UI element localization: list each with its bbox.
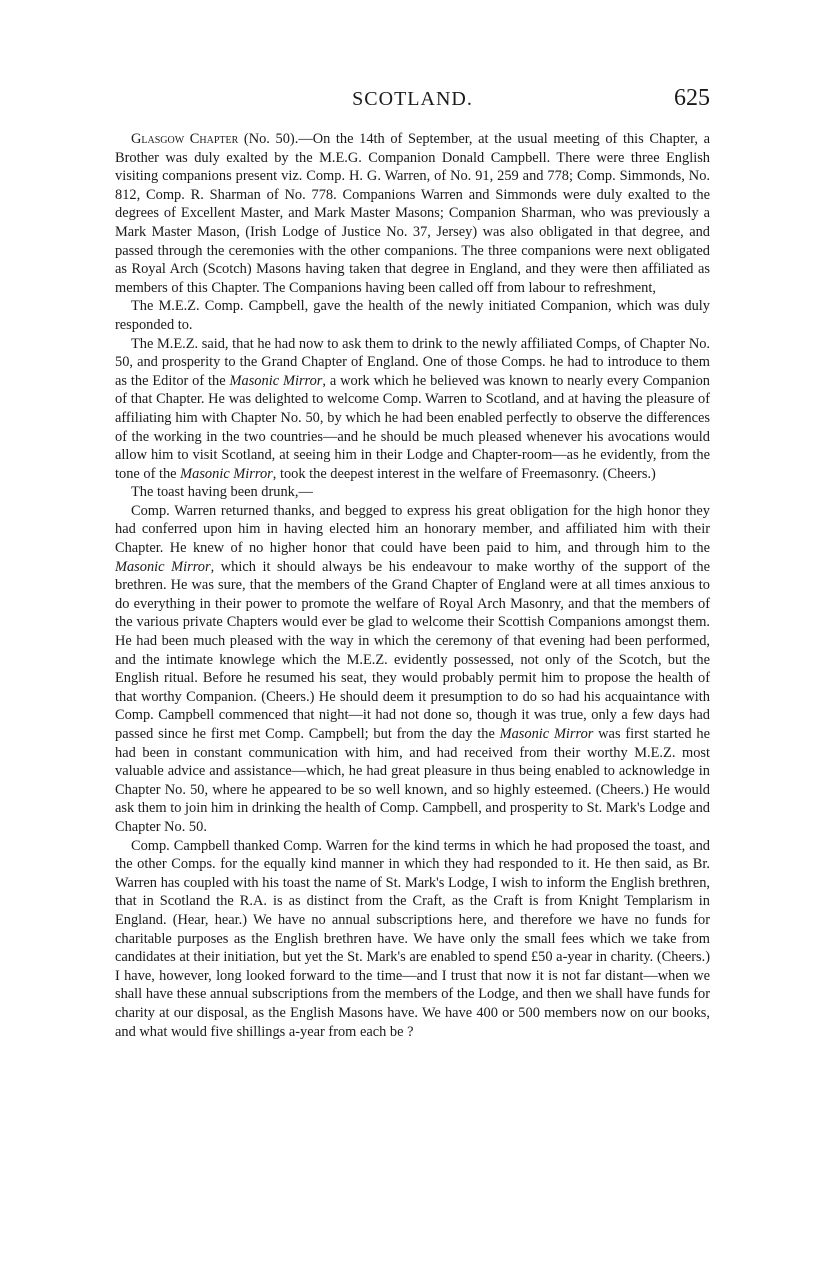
paragraph-glasgow-chapter [115,130,710,297]
paragraph-health-toast [115,297,710,334]
page-header [115,85,710,118]
paragraph-mez-speech [115,335,710,484]
paragraph-text: Comp. Campbell thanked Comp. Warren for the kind terms in which he had proposed the toast, and the other Comps. for the equally kind manner in which they had responded to it. He then said, as Br. Warren has coupled with his toast the name of St. Mark's Lodge, I wish to inform the English brethren, that in Scotland the R.A. is as distinct from the Craft, as the Craft is from Knight Templarism in England. (Hear, hear.) We have no annual subscriptions here, and therefore we have no funds for charitable purposes as the English brethren have. We have only the small fees which we take from candidates at their initiation, but yet the St. Mark's are enabled to spend £50 a-year in charity. (Cheers.) I have, however, long looked forward to the time—and I trust that now it is not far distant—when we shall have these annual subscriptions from the members of the Lodge, and then we shall have funds for charity at our disposal, as the English Masons have. We have 400 or 500 members now on our books, and what would five shillings a-year from each be ? [115,837,710,1040]
paragraph-text: (No. 50).—On the 14th of September, at the usual meeting of this Chapter, a Brother was duly exalted by the M.E.G. Companion Donald Campbell. There were three English visiting companions present viz. Comp. H. G. Warren, of No. 91, 259 and 778; Comp. Simmonds, No. 812, Comp. R. Sharman of No. 778. Companions Warren and Simmonds were duly exalted to the degrees of Excellent Master, and Mark Master Masons; Companion Sharman, who was previously a Mark Master Mason, (Irish Lodge of Justice No. 37, Jersey) was also obligated in that degree, and passed through the ceremonies with the other companions. The three companions were next obligated as Royal Arch (Scotch) Masons having taken that degree in England, and they were then affiliated as members of this Chapter. The Companions having been called off from labour to refreshment, [115,131,710,296]
publication-title: Masonic Mirror [180,465,273,482]
running-title: SCOTLAND. [352,88,473,110]
paragraph-text: Comp. Warren returned thanks, and begged to express his great obligation for the high honor they had conferred upon him in having elected him an honorary member, and affiliated him with their Chapter. He knew of no higher honor that could have been paid to him, and through him to the [115,502,710,557]
publication-title: Masonic Mirror [499,726,594,742]
paragraph-text: The toast having been drunk,— [131,484,313,501]
paragraph-text: , took the deepest interest in the welfare of Freemasonry. (Cheers.) [272,465,656,482]
article-body [115,130,710,1041]
paragraph-text: The M.E.Z. said, that he had now to ask them to drink to the newly affiliated Comps, of Chapter No. 50, and prosperity to the Grand Chapter of England. One of those Comps. he had to introduce to them as the Editor of the [115,335,710,389]
publication-title: Masonic Mirror [229,372,323,389]
paragraph-toast-drunk [115,483,710,502]
section-lead: Glasgow Chapter [131,131,239,147]
page-number: 625 [674,85,710,111]
paragraph-campbell-reply [115,837,710,1042]
paragraph-text: was first started he had been in constant communication with him, and had received from their worthy M.E.Z. most valuable advice and assistance—which, he had great pleasure in thus being enabled to acknowledge in Chapter No. 50, where he appeared to be so well known, and so highly esteemed. (Cheers.) He would ask them to join him in drinking the health of Comp. Campbell, and prosperity to St. Mark's Lodge and Chapter No. 50. [115,726,710,835]
paragraph-text: , which it should always be his endeavour to make worthy of the support of the brethren. He was sure, that the members of the Grand Chapter of England were at all times anxious to do everything in their power to promote the welfare of Royal Arch Masonry, and that the members of the various private Chapters would ever be glad to welcome their Scottish Companions amongst them. He had been much pleased with the way in which the ceremony of that evening had been performed, and the intimate knowlege which the M.E.Z. evidently possessed, not only of the Scotch, but the English ritual. Before he resumed his seat, they would probably permit him to propose the health of that worthy Companion. (Cheers.) He should deem it presumption to do so had his acquaintance with Comp. Campbell commenced that night—it had not done so, though it was true, only a few days had passed since he first met Comp. Campbell; but from the day the [115,558,710,742]
paragraph-text: The M.E.Z. Comp. Campbell, gave the health of the newly initiated Companion, which was duly responded to. [115,298,710,333]
paragraph-warren-reply [115,502,710,837]
paragraph-text: , a work which he believed was known to nearly every Companion of that Chapter. He was delighted to welcome Comp. Warren to Scotland, and at having the pleasure of affiliating him with Chapter No. 50, by which he had been enabled perfectly to observe the differences of the working in the two countries—and he should be much pleased whenever his avocations would allow him to visit Scotland, at seeing him in their Lodge and Chapter-room—as he evidently, from the tone of the [115,372,710,482]
publication-title: Masonic Mirror [115,558,211,575]
